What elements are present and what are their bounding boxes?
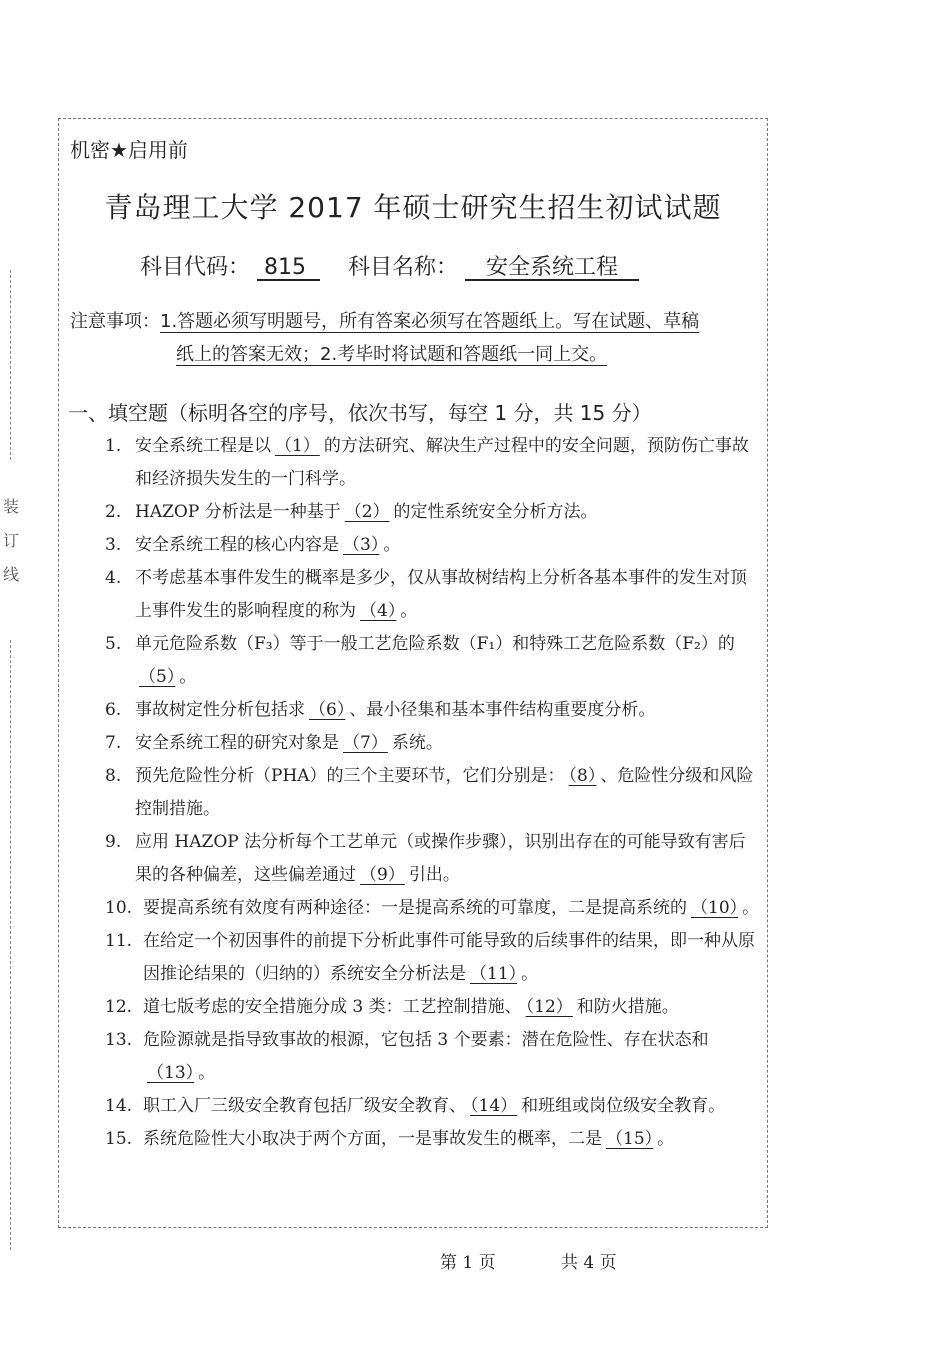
answer-blank: （5） <box>139 667 176 687</box>
question-text-after: 。 <box>742 898 760 918</box>
answer-blank: （14） <box>470 1096 518 1116</box>
question-text-before: 职工入厂三级安全教育包括厂级安全教育、 <box>143 1096 466 1116</box>
notice-line-1 <box>70 305 770 338</box>
question-item <box>105 1123 760 1156</box>
answer-blank: （3） <box>343 535 380 555</box>
question-number: 12. <box>105 997 133 1017</box>
question-text-after: 、最小径集和基本事件结构重要度分析。 <box>349 700 656 720</box>
question-item <box>105 496 760 529</box>
question-text-before: 事故树定性分析包括求 <box>135 700 305 720</box>
answer-blank: （13） <box>147 1063 195 1083</box>
answer-blank: （4） <box>360 601 397 621</box>
question-text <box>135 529 760 562</box>
notice-text-2: 纸上的答案无效；2.考毕时将试题和答题纸一同上交。 <box>176 344 608 365</box>
question-text-before: 安全系统工程的研究对象是 <box>135 733 339 753</box>
question-text-after: 的方法研究、解决生产过程中的安全问题，预防伤亡事故和经济损失发生的一门科学。 <box>135 436 749 489</box>
question-number: 1. <box>105 436 122 456</box>
question-number: 13. <box>105 1030 133 1050</box>
question-text-before: HAZOP 分析法是一种基于 <box>135 502 341 522</box>
question-text-before: 应用 HAZOP 法分析每个工艺单元（或操作步骤），识别出存在的可能导致有害后果的各种偏差，这些偏差通过 <box>135 832 746 885</box>
question-text <box>143 925 760 991</box>
question-number: 14. <box>105 1096 133 1116</box>
question-text <box>135 628 760 694</box>
binding-line-label: 装 订 线 <box>2 497 19 584</box>
question-number: 7. <box>105 733 122 753</box>
notice-block <box>70 305 770 371</box>
question-number: 6. <box>105 700 122 720</box>
question-number: 8. <box>105 766 122 786</box>
notice-label: 注意事项： <box>70 311 160 332</box>
question-text-before: 危险源就是指导致事故的根源，它包括 3 个要素：潜在危险性、存在状态和 <box>143 1030 709 1050</box>
question-text-after: 系统。 <box>391 733 443 753</box>
question-text-after: 。 <box>521 964 539 984</box>
confidential-label: 机密★启用前 <box>70 138 188 162</box>
subject-code-label: 科目代码： <box>140 255 251 280</box>
question-text-before: 要提高系统有效度有两种途径：一是提高系统的可靠度，二是提高系统的 <box>143 898 687 918</box>
question-text-before: 道七版考虑的安全措施分成 3 类：工艺控制措施、 <box>143 997 522 1017</box>
answer-blank: （6） <box>309 700 346 720</box>
question-item <box>105 826 760 892</box>
question-item <box>105 1024 760 1090</box>
question-text-before: 预先危险性分析（PHA）的三个主要环节，它们分别是： <box>135 766 565 786</box>
question-text-after: 的定性系统安全分析方法。 <box>393 502 598 522</box>
question-text-before: 系统危险性大小取决于两个方面，一是事故发生的概率，二是 <box>143 1129 602 1149</box>
answer-blank: （2） <box>344 502 390 522</box>
section-title: 一、填空题（标明各空的序号，依次书写，每空 1 分，共 15 分） <box>68 401 652 425</box>
question-text <box>135 727 760 760</box>
question-text-after: 。 <box>657 1129 675 1149</box>
question-text-after: 、危险性分级和风险控制措施。 <box>135 766 754 819</box>
subject-name-label: 科目名称： <box>348 255 459 280</box>
question-text-after: 和班组或岗位级安全教育。 <box>521 1096 726 1116</box>
question-text-before: 安全系统工程是以 <box>135 436 271 456</box>
question-item <box>105 628 760 694</box>
question-number: 3. <box>105 535 122 555</box>
answer-blank: （8） <box>568 766 597 786</box>
question-number: 5. <box>105 634 122 654</box>
question-number: 15. <box>105 1129 133 1149</box>
subject-name-value: 安全系统工程 <box>486 255 619 280</box>
binding-line-top <box>10 270 11 460</box>
question-item <box>105 529 760 562</box>
question-item <box>105 562 760 628</box>
question-item <box>105 925 760 991</box>
question-text <box>143 991 760 1024</box>
answer-blank: （9） <box>360 865 405 885</box>
question-text-after: 。 <box>383 535 401 555</box>
answer-blank: （10） <box>691 898 739 918</box>
question-text <box>135 496 760 529</box>
notice-line-2 <box>70 338 770 371</box>
answer-blank: （15） <box>606 1129 654 1149</box>
question-text <box>143 1090 760 1123</box>
answer-blank: （1） <box>275 436 320 456</box>
question-text-after: 。 <box>198 1063 216 1083</box>
answer-blank: （11） <box>470 964 518 984</box>
question-text-after: 和防火措施。 <box>576 997 679 1017</box>
question-text-after: 。 <box>400 601 418 621</box>
question-item <box>105 1090 760 1123</box>
question-text <box>143 1123 760 1156</box>
question-text <box>135 760 760 826</box>
page-footer <box>440 1248 677 1273</box>
subject-code-value: 815 <box>264 255 307 280</box>
answer-blank: （12） <box>525 997 573 1017</box>
question-text <box>135 826 760 892</box>
question-text-before: 安全系统工程的核心内容是 <box>135 535 339 555</box>
question-text <box>143 1024 760 1090</box>
question-text-before: 不考虑基本事件发生的概率是多少，仅从事故树结构上分析各基本事件的发生对顶上事件发生的影响程度的称为 <box>135 568 747 621</box>
question-number: 11. <box>105 931 133 951</box>
question-text <box>135 694 760 727</box>
page-total: 共 4 页 <box>561 1253 617 1273</box>
answer-blank: （7） <box>343 733 388 753</box>
question-item <box>105 727 760 760</box>
notice-text-1: 1.答题必须写明题号，所有答案必须写在答题纸上。写在试题、草稿 <box>160 311 700 332</box>
question-text <box>143 892 760 925</box>
question-text <box>135 562 760 628</box>
question-text-before: 在给定一个初因事件的前提下分析此事件可能导致的后续事件的结果，即一种从原因推论结果的（归纳的）系统安全分析法是 <box>143 931 755 984</box>
question-text-after: 。 <box>179 667 197 687</box>
question-item <box>105 760 760 826</box>
question-item <box>105 892 760 925</box>
exam-title: 青岛理工大学 2017 年硕士研究生招生初试试题 <box>104 191 722 224</box>
question-item <box>105 694 760 727</box>
question-item <box>105 991 760 1024</box>
binding-line-bottom <box>10 640 11 1250</box>
question-number: 10. <box>105 898 133 918</box>
question-number: 4. <box>105 568 122 588</box>
question-number: 9. <box>105 832 122 852</box>
question-list <box>105 430 760 1156</box>
question-text-after: 引出。 <box>408 865 460 885</box>
question-text <box>135 430 760 496</box>
question-number: 2. <box>105 502 122 522</box>
question-text-before: 单元危险系数（F₃）等于一般工艺危险系数（F₁）和特殊工艺危险系数（F₂）的 <box>135 634 735 654</box>
subject-line <box>140 250 639 281</box>
page-number: 第 1 页 <box>440 1253 496 1273</box>
question-item <box>105 430 760 496</box>
